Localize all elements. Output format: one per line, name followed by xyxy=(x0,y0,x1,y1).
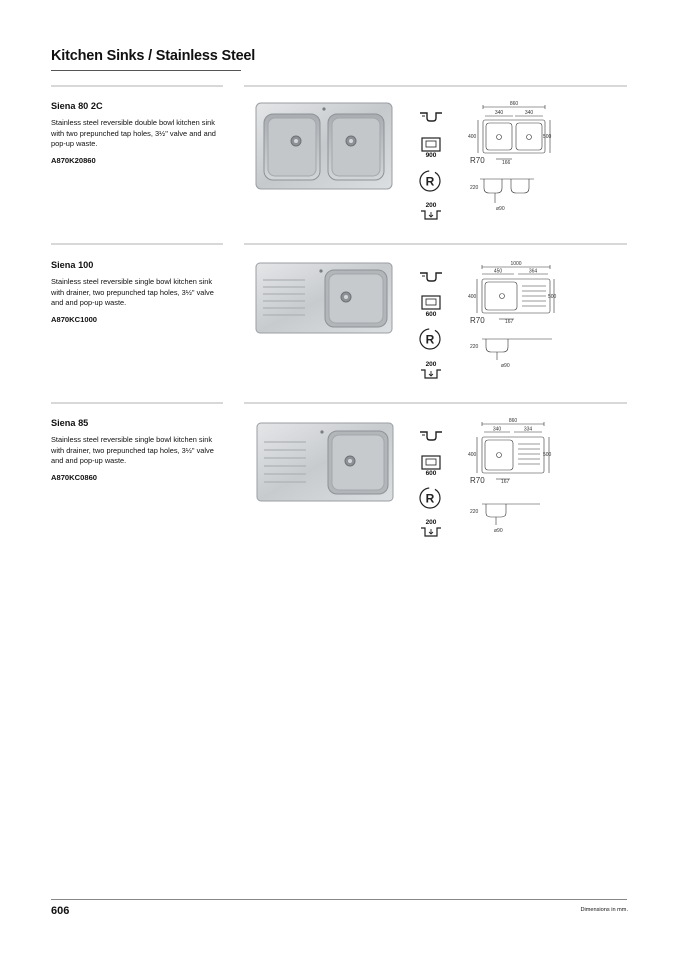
dim-valve: ø90 xyxy=(494,528,503,533)
product-name: Siena 80 2C xyxy=(51,101,103,111)
divider xyxy=(51,243,223,245)
bowl-depth-value: 200 xyxy=(425,361,437,368)
inset-mount-icon xyxy=(418,104,444,126)
reversible-letter: R xyxy=(425,174,435,189)
cabinet-icon xyxy=(418,294,444,312)
cabinet-size: 600 xyxy=(425,470,437,477)
divider xyxy=(244,402,627,404)
product-code: A870KC1000 xyxy=(51,315,98,324)
bowl-depth-value: 200 xyxy=(425,202,437,209)
drainer-sink-image xyxy=(256,422,394,502)
dim-offset: 166 xyxy=(502,160,511,166)
reversible-icon xyxy=(417,326,443,352)
product-description: Stainless steel reversible single bowl kitchen sink with drainer, two prepunched tap holes, 3½" valve and and pop-up waste. xyxy=(51,435,214,466)
page-number: 606 xyxy=(51,905,70,917)
dim-width: 1000 xyxy=(510,261,522,267)
depth-icon xyxy=(418,367,444,381)
divider xyxy=(51,402,223,404)
divider xyxy=(244,243,627,245)
dim-bowl1: 450 xyxy=(493,268,503,275)
reversible-letter: R xyxy=(425,491,435,506)
dim-bowl2: 364 xyxy=(528,268,538,275)
technical-drawing xyxy=(468,260,558,372)
depth-icon xyxy=(418,525,444,539)
dim-radius: R70 xyxy=(470,156,485,165)
dim-depth-side: 500 xyxy=(543,452,552,458)
page-title: Kitchen Sinks / Stainless Steel xyxy=(51,48,256,64)
dim-bowl-depth: 220 xyxy=(470,509,479,515)
divider xyxy=(244,85,627,87)
dim-bowl2: 340 xyxy=(524,110,534,116)
reversible-letter: R xyxy=(425,332,435,347)
technical-drawing xyxy=(468,100,558,215)
title-underline xyxy=(51,70,241,71)
product-code: A870K20860 xyxy=(51,156,96,165)
dim-depth-side: 500 xyxy=(543,134,552,140)
cabinet-size: 600 xyxy=(425,311,437,318)
dim-bowl1: 340 xyxy=(494,110,504,116)
dim-valve: ø90 xyxy=(501,363,510,369)
footnote: Dimensions in mm. xyxy=(580,907,628,913)
reversible-icon xyxy=(417,485,443,511)
dim-height: 400 xyxy=(468,294,477,300)
dim-bowl1: 340 xyxy=(492,426,502,433)
dim-bowl-depth: 220 xyxy=(470,185,479,191)
product-code: A870KC0860 xyxy=(51,473,98,482)
bowl-depth-value: 200 xyxy=(425,519,437,526)
dim-radius: R70 xyxy=(470,476,485,485)
dim-offset: 167 xyxy=(501,479,510,485)
dim-bowl-depth: 220 xyxy=(470,344,479,350)
dim-valve: ø90 xyxy=(496,206,505,212)
product-name: Siena 85 xyxy=(51,418,89,428)
dim-radius: R70 xyxy=(470,316,485,325)
dim-bowl2: 334 xyxy=(523,426,533,433)
dim-width: 860 xyxy=(508,418,518,424)
technical-drawing xyxy=(468,418,558,533)
inset-mount-icon xyxy=(418,423,444,445)
footer-rule xyxy=(51,899,627,900)
dim-height: 400 xyxy=(468,134,477,140)
product-name: Siena 100 xyxy=(51,260,94,270)
depth-icon xyxy=(418,208,444,222)
inset-mount-icon xyxy=(418,264,444,286)
reversible-icon xyxy=(417,168,443,194)
dim-offset: 167 xyxy=(505,319,514,325)
dim-width: 860 xyxy=(509,101,519,107)
divider xyxy=(51,85,223,87)
dim-depth-side: 500 xyxy=(548,294,557,300)
drainer-sink-image xyxy=(255,262,393,334)
product-description: Stainless steel reversible double bowl kitchen sink with two prepunched tap holes, 3½" valve and and pop-up waste. xyxy=(51,118,216,149)
product-description: Stainless steel reversible single bowl kitchen sink with drainer, two prepunched tap holes, 3½" valve and and pop-up waste. xyxy=(51,277,214,308)
dim-height: 400 xyxy=(468,452,477,458)
cabinet-size: 900 xyxy=(425,152,437,159)
double-bowl-sink-image xyxy=(255,102,393,190)
